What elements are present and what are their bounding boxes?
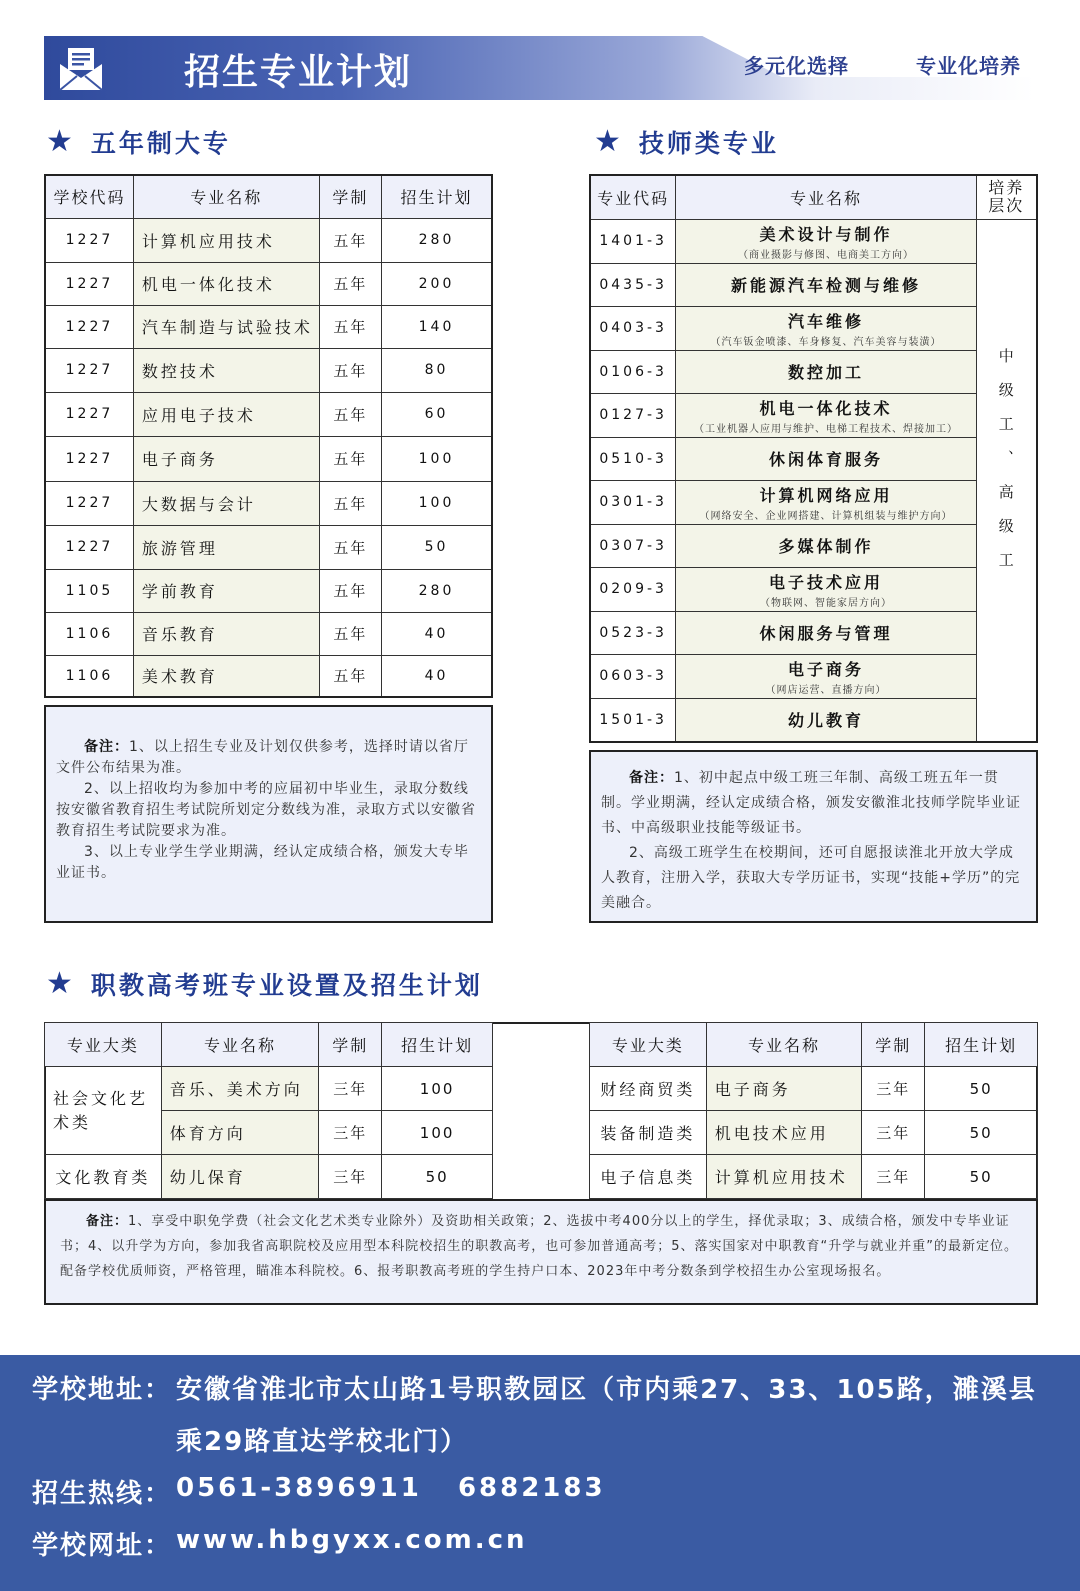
col-header-major: 专业名称 — [161, 1023, 319, 1067]
school-code-cell: 1105 — [45, 569, 133, 612]
years-cell: 五年 — [319, 612, 381, 655]
major-cell: 旅游管理 — [133, 525, 319, 569]
vocational-note — [44, 1199, 1038, 1305]
major-cell: 美术教育 — [133, 655, 319, 697]
major-cell — [676, 567, 976, 611]
header-banner — [44, 36, 1034, 100]
major-cell — [676, 306, 976, 350]
table-row — [45, 569, 492, 612]
envelope-icon — [58, 46, 104, 92]
school-code-cell: 1227 — [45, 392, 133, 436]
col-header-plan: 招生计划 — [382, 1023, 493, 1067]
address-label: 学校地址： — [32, 1375, 173, 1405]
category-cell: 电子信息类 — [590, 1155, 707, 1199]
major-name: 汽车维修 — [787, 311, 864, 331]
table-row — [590, 654, 1037, 698]
major-cell: 数控技术 — [133, 348, 319, 392]
major-name: 数控加工 — [787, 363, 864, 382]
table-row — [590, 350, 1037, 393]
major-code-cell: 0307-3 — [590, 524, 676, 567]
years-cell: 五年 — [319, 262, 381, 305]
major-code-cell: 0209-3 — [590, 567, 676, 611]
table-row — [590, 393, 1037, 437]
col-header-plan: 招生计划 — [381, 175, 492, 218]
plan-cell: 50 — [925, 1155, 1038, 1199]
major-cell — [676, 263, 976, 306]
years-cell: 三年 — [862, 1111, 925, 1155]
note-line: 2、高级工班学生在校期间，还可自愿报读淮北开放大学成人教育，注册入学，获取大专学历证书，实现“技能+学历”的完美融合。 — [601, 845, 1021, 911]
major-name: 多媒体制作 — [778, 537, 874, 556]
major-cell: 电子商务 — [706, 1067, 862, 1111]
years-cell: 三年 — [862, 1155, 925, 1199]
school-code-cell: 1227 — [45, 481, 133, 525]
school-code-cell: 1227 — [45, 218, 133, 262]
plan-cell: 50 — [381, 525, 492, 569]
plan-cell: 280 — [381, 569, 492, 612]
section-title: 五年制大专 — [90, 129, 231, 158]
col-header-years: 学制 — [862, 1023, 925, 1067]
table-row — [45, 655, 492, 697]
major-cell — [676, 698, 976, 742]
col-header-years: 学制 — [319, 1023, 382, 1067]
major-cell: 电子商务 — [133, 436, 319, 481]
school-code-cell: 1227 — [45, 262, 133, 305]
school-code-cell: 1227 — [45, 436, 133, 481]
table-row — [45, 305, 492, 348]
table-row — [590, 480, 1037, 524]
major-cell — [676, 611, 976, 654]
years-cell: 五年 — [319, 525, 381, 569]
major-name: 电子技术应用 — [768, 572, 883, 592]
table-row — [45, 218, 492, 262]
note-line: 1、以上招生专业及计划仅供参考，选择时请以省厅文件公布结果为准。 — [56, 739, 469, 776]
technician-table — [589, 174, 1038, 743]
major-name: 电子商务 — [787, 659, 864, 679]
note-line: 2、以上招收均为参加中考的应届初中毕业生，录取分数线按安徽省教育招生考试院所划定分数线为准，录取方式以安徽省教育招生考试院要求为准。 — [56, 781, 476, 839]
table-row — [45, 262, 492, 305]
table-row — [45, 348, 492, 392]
table-row — [45, 612, 492, 655]
col-header-code: 专业代码 — [590, 175, 676, 219]
table-row — [590, 306, 1037, 350]
major-cell: 音乐、美术方向 — [161, 1067, 319, 1111]
plan-cell: 50 — [382, 1155, 493, 1199]
years-cell: 三年 — [862, 1067, 925, 1111]
table-row — [590, 437, 1037, 480]
table-row — [590, 263, 1037, 306]
star-icon: ★ — [594, 124, 621, 159]
col-header-level: 培养层次 — [976, 175, 1037, 219]
school-code-cell: 1227 — [45, 348, 133, 392]
hotline-label: 招生热线： — [32, 1479, 173, 1509]
col-header-major: 专业名称 — [706, 1023, 862, 1067]
section-heading-five-year — [46, 124, 231, 160]
section-heading-technician — [594, 124, 779, 160]
major-cell: 机电一体化技术 — [133, 262, 319, 305]
table-row — [590, 611, 1037, 654]
major-cell: 机电技术应用 — [706, 1111, 862, 1155]
table-row — [45, 481, 492, 525]
table-row — [590, 1111, 1038, 1155]
school-code-cell: 1106 — [45, 655, 133, 697]
technician-note — [589, 750, 1038, 923]
training-level-cell — [976, 219, 1037, 742]
major-name: 美术设计与制作 — [759, 224, 893, 244]
major-direction: （商业摄影与修图、电商美工方向） — [737, 249, 914, 261]
plan-cell: 200 — [381, 262, 492, 305]
category-cell: 财经商贸类 — [590, 1067, 707, 1111]
school-code-cell: 1227 — [45, 305, 133, 348]
section-heading-vocational — [46, 966, 483, 1002]
major-cell — [676, 480, 976, 524]
major-name: 新能源汽车检测与维修 — [730, 276, 921, 295]
table-row — [590, 1155, 1038, 1199]
years-cell: 三年 — [319, 1111, 382, 1155]
major-cell: 幼儿保育 — [161, 1155, 319, 1199]
years-cell: 五年 — [319, 348, 381, 392]
col-header-category: 专业大类 — [590, 1023, 707, 1067]
category-cell: 文化教育类 — [45, 1155, 162, 1199]
plan-cell: 280 — [381, 218, 492, 262]
major-direction: （汽车钣金喷漆、车身修复、汽车美容与装潢） — [710, 336, 942, 348]
address-line-1: 安徽省淮北市太山路1号职教园区（市内乘27、33、105路，濉溪县 — [176, 1375, 1037, 1405]
major-code-cell: 0510-3 — [590, 437, 676, 480]
vocational-table-left — [44, 1022, 493, 1199]
table-row — [590, 567, 1037, 611]
years-cell: 五年 — [319, 655, 381, 697]
major-code-cell: 0301-3 — [590, 480, 676, 524]
website-link[interactable]: www.hbgyxx.com.cn — [176, 1525, 528, 1555]
major-code-cell: 0403-3 — [590, 306, 676, 350]
five-year-note — [44, 705, 493, 923]
table-row — [45, 525, 492, 569]
col-header-category: 专业大类 — [45, 1023, 162, 1067]
major-name: 幼儿教育 — [787, 711, 864, 731]
years-cell: 五年 — [319, 436, 381, 481]
star-icon: ★ — [46, 966, 73, 1001]
table-row — [590, 219, 1037, 263]
col-header-years: 学制 — [319, 175, 381, 218]
plan-cell: 40 — [381, 655, 492, 697]
note-text: 1、享受中职免学费（社会文化艺术类专业除外）及资助相关政策；2、选拔中考400分以上的学生，择优录取；3、成绩合格，颁发中专毕业证书；4、以升学为方向，参加我省高职院校及应用型本科院校招生的职教高考，也可参加普通高考；5、落实国家对中职教育“升学与就业并重”的最新定位。配备学校优质师资，严格管理，瞄准本科院校。6、报考职教高考班的学生持户口本、2023年中考分数条到学校招生办公室现场报名。 — [60, 1214, 1019, 1279]
plan-cell: 100 — [382, 1111, 493, 1155]
major-code-cell: 0106-3 — [590, 350, 676, 393]
major-cell: 大数据与会计 — [133, 481, 319, 525]
major-direction: （物联网、智能家居方向） — [759, 597, 892, 609]
plan-cell: 100 — [381, 436, 492, 481]
five-year-table — [44, 174, 493, 698]
major-code-cell: 0127-3 — [590, 393, 676, 437]
major-cell — [676, 219, 976, 263]
note-label: 备注： — [84, 739, 129, 755]
col-header-school-code: 学校代码 — [45, 175, 133, 218]
school-code-cell: 1227 — [45, 525, 133, 569]
plan-cell: 100 — [382, 1067, 493, 1111]
category-cell: 社会文化艺术类 — [45, 1067, 162, 1155]
note-label: 备注： — [86, 1214, 129, 1229]
address-line-2: 乘29路直达学校北门） — [176, 1427, 469, 1457]
major-code-cell: 0523-3 — [590, 611, 676, 654]
major-name: 计算机网络应用 — [759, 485, 893, 505]
col-header-major: 专业名称 — [133, 175, 319, 218]
major-cell: 应用电子技术 — [133, 392, 319, 436]
major-cell — [676, 524, 976, 567]
major-code-cell: 0435-3 — [590, 263, 676, 306]
years-cell: 三年 — [319, 1067, 382, 1111]
table-row — [45, 1067, 493, 1111]
footer-contact — [0, 1355, 1080, 1591]
years-cell: 五年 — [319, 305, 381, 348]
col-header-plan: 招生计划 — [925, 1023, 1038, 1067]
plan-cell: 50 — [925, 1067, 1038, 1111]
major-cell: 汽车制造与试验技术 — [133, 305, 319, 348]
category-cell: 装备制造类 — [590, 1111, 707, 1155]
col-header-major: 专业名称 — [676, 175, 976, 219]
training-level: 中级工、高级工 — [996, 347, 1015, 586]
years-cell: 五年 — [319, 218, 381, 262]
table-row — [590, 1067, 1038, 1111]
school-code-cell: 1106 — [45, 612, 133, 655]
major-cell — [676, 393, 976, 437]
plan-cell: 100 — [381, 481, 492, 525]
hotline-number[interactable]: 0561-3896911 6882183 — [176, 1473, 606, 1503]
note-line: 3、以上专业学生学业期满，经认定成绩合格，颁发大专毕业证书。 — [56, 844, 469, 881]
vocational-table-right — [589, 1022, 1038, 1199]
plan-cell: 140 — [381, 305, 492, 348]
table-row — [45, 392, 492, 436]
note-line: 1、初中起点中级工班三年制、高级工班五年一贯制。学业期满，经认定成绩合格，颁发安徽淮北技师学院毕业证书、中高级职业技能等级证书。 — [601, 770, 1021, 836]
star-icon: ★ — [46, 124, 73, 159]
table-row — [45, 436, 492, 481]
plan-cell: 60 — [381, 392, 492, 436]
section-title: 职教高考班专业设置及招生计划 — [90, 971, 483, 1000]
major-direction: （网络安全、企业网搭建、计算机组装与维护方向） — [699, 510, 953, 522]
plan-cell: 40 — [381, 612, 492, 655]
banner-tag-professional: 专业化培养 — [916, 54, 1021, 78]
major-name: 机电一体化技术 — [759, 398, 893, 418]
major-cell: 体育方向 — [161, 1111, 319, 1155]
major-code-cell: 1401-3 — [590, 219, 676, 263]
table-row — [590, 698, 1037, 742]
years-cell: 三年 — [319, 1155, 382, 1199]
section-title: 技师类专业 — [638, 129, 779, 158]
major-code-cell: 0603-3 — [590, 654, 676, 698]
major-name: 休闲服务与管理 — [759, 624, 893, 643]
major-direction: （网店运营、直播方向） — [765, 684, 887, 696]
plan-cell: 50 — [925, 1111, 1038, 1155]
major-direction: （工业机器人应用与维护、电梯工程技术、焊接加工） — [693, 423, 958, 435]
page-title: 招生专业计划 — [184, 52, 413, 93]
table-row — [590, 524, 1037, 567]
major-cell: 计算机应用技术 — [706, 1155, 862, 1199]
major-cell: 音乐教育 — [133, 612, 319, 655]
note-label: 备注： — [629, 770, 674, 786]
website-label: 学校网址： — [32, 1531, 173, 1561]
major-cell: 学前教育 — [133, 569, 319, 612]
years-cell: 五年 — [319, 392, 381, 436]
major-cell — [676, 437, 976, 480]
banner-tag-diversified: 多元化选择 — [744, 54, 849, 78]
major-code-cell: 1501-3 — [590, 698, 676, 742]
years-cell: 五年 — [319, 569, 381, 612]
plan-cell: 80 — [381, 348, 492, 392]
major-cell — [676, 654, 976, 698]
major-cell: 计算机应用技术 — [133, 218, 319, 262]
years-cell: 五年 — [319, 481, 381, 525]
major-cell — [676, 350, 976, 393]
table-row — [45, 1155, 493, 1199]
major-name: 休闲体育服务 — [768, 450, 883, 469]
